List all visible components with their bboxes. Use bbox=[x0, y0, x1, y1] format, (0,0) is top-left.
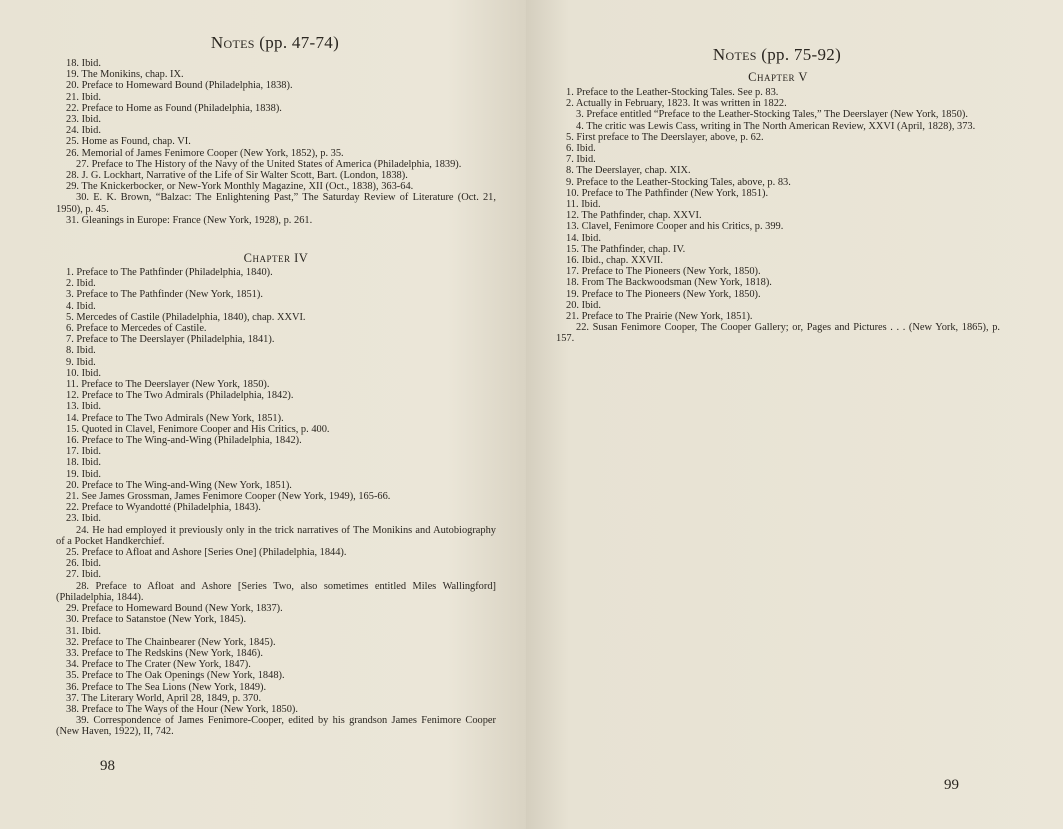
note-text: Preface to The Pathfinder (Philadelphia, 1840). bbox=[76, 267, 273, 278]
note-item bbox=[556, 154, 1000, 165]
note-text: Preface to The Ways of the Hour (New York, 1850). bbox=[81, 703, 298, 715]
note-number: 24. bbox=[66, 125, 79, 137]
note-item bbox=[56, 159, 496, 170]
note-text: Ibid. bbox=[81, 457, 101, 469]
note-number: 6. bbox=[566, 143, 574, 155]
note-item bbox=[556, 300, 1000, 311]
note-item bbox=[56, 469, 496, 480]
note-number: 10. bbox=[566, 187, 579, 199]
note-item bbox=[56, 513, 496, 524]
note-item bbox=[556, 188, 1000, 199]
note-item bbox=[556, 244, 1000, 255]
note-text: Preface to Afloat and Ashore [Series Two, also sometimes entitled Miles Wallingford] (Philadelphia, 1844). bbox=[56, 580, 496, 603]
note-item bbox=[56, 547, 496, 558]
note-text: Preface to The Redskins (New York, 1846). bbox=[81, 647, 263, 659]
left-page bbox=[0, 0, 526, 829]
note-number: 18. bbox=[66, 457, 79, 469]
note-number: 33. bbox=[66, 647, 79, 659]
chapter-heading: Chapter IV bbox=[243, 251, 309, 265]
note-text: Preface to Homeward Bound (Philadelphia, 1838). bbox=[81, 80, 293, 92]
note-text: Home as Found, chap. VI. bbox=[81, 136, 191, 148]
right-page bbox=[526, 0, 1063, 829]
note-item bbox=[56, 103, 496, 114]
note-text: Actually in February, 1823. It was written in 1822. bbox=[575, 98, 787, 110]
note-text: Preface to the Leather-Stocking Tales, above, p. 83. bbox=[576, 176, 791, 188]
note-text: Ibid. bbox=[81, 58, 101, 69]
note-item bbox=[556, 255, 1000, 266]
note-number: 11. bbox=[566, 199, 579, 211]
note-number: 2. bbox=[566, 98, 574, 110]
note-item bbox=[56, 301, 496, 312]
note-number: 9. bbox=[66, 356, 74, 368]
note-item bbox=[56, 480, 496, 491]
note-number: 27. bbox=[66, 569, 79, 581]
note-text: Preface to The Pioneers (New York, 1850). bbox=[581, 266, 761, 278]
note-item bbox=[556, 87, 1000, 98]
note-text: Preface to Home as Found (Philadelphia, 1838). bbox=[81, 102, 282, 114]
note-item bbox=[56, 125, 496, 136]
note-text: Preface to Mercedes of Castile. bbox=[76, 323, 207, 335]
note-item bbox=[56, 69, 496, 80]
note-number: 9. bbox=[566, 176, 574, 188]
note-number: 5. bbox=[66, 311, 74, 323]
note-item bbox=[56, 92, 496, 103]
note-text: Correspondence of James Fenimore-Cooper, edited by his grandson James Fenimore Cooper (New Haven, 1922), II, 742. bbox=[56, 715, 496, 738]
note-item bbox=[556, 221, 1000, 232]
page-title: Notes (pp. 47-74) bbox=[210, 33, 340, 52]
note-number: 7. bbox=[66, 334, 74, 346]
note-item bbox=[556, 289, 1000, 300]
note-item bbox=[556, 143, 1000, 154]
note-number: 17. bbox=[566, 266, 579, 278]
note-text: Ibid. bbox=[576, 154, 596, 166]
note-number: 19. bbox=[566, 288, 579, 300]
note-item bbox=[56, 357, 496, 368]
note-item bbox=[56, 289, 496, 300]
note-item bbox=[56, 581, 496, 603]
note-item bbox=[56, 136, 496, 147]
note-number: 32. bbox=[66, 636, 79, 648]
note-number: 3. bbox=[66, 289, 74, 301]
note-text: Preface to Homeward Bound (New York, 1837). bbox=[81, 603, 283, 615]
notes-list bbox=[56, 267, 496, 738]
note-text: Preface to Afloat and Ashore [Series One] (Philadelphia, 1844). bbox=[81, 547, 347, 559]
note-item bbox=[56, 614, 496, 625]
note-text: Ibid. bbox=[81, 468, 101, 480]
note-text: Ibid. bbox=[81, 401, 101, 413]
note-text: Ibid. bbox=[81, 558, 101, 570]
note-item bbox=[56, 424, 496, 435]
note-number: 31. bbox=[66, 214, 79, 226]
note-number: 38. bbox=[66, 703, 79, 715]
note-text: Ibid. bbox=[76, 278, 96, 290]
note-text: E. K. Brown, “Balzac: The Enlightening Past,” The Saturday Review of Literature (Oct. 21, 1950), p. 45. bbox=[56, 192, 496, 215]
note-item bbox=[56, 148, 496, 159]
note-text: Preface to The Crater (New York, 1847). bbox=[81, 659, 251, 671]
note-text: Preface entitled “Preface to the Leather-Stocking Tales,” The Deerslayer (New York, 1850). bbox=[586, 109, 968, 121]
note-text: Gleanings in Europe: France (New York, 1928), p. 261. bbox=[81, 214, 313, 226]
note-number: 16. bbox=[66, 435, 79, 447]
note-item bbox=[56, 192, 496, 214]
note-text: J. G. Lockhart, Narrative of the Life of Sir Walter Scott, Bart. (London, 1838). bbox=[81, 170, 408, 182]
note-text: The critic was Lewis Cass, writing in The North American Review, XXVI (April, 1828), 373. bbox=[586, 120, 976, 132]
page-number: 98 bbox=[100, 758, 115, 774]
note-text: Ibid. bbox=[81, 114, 101, 126]
note-text: First preface to The Deerslayer, above, p. 62. bbox=[576, 131, 764, 143]
note-item bbox=[56, 181, 496, 192]
note-number: 14. bbox=[66, 412, 79, 424]
chapter-heading: Chapter V bbox=[748, 70, 808, 84]
note-item bbox=[556, 322, 1000, 344]
note-number: 27. bbox=[76, 158, 89, 170]
note-text: Preface to The Pathfinder (New York, 1851). bbox=[76, 289, 263, 301]
note-number: 28. bbox=[66, 170, 79, 182]
note-number: 30. bbox=[66, 614, 79, 626]
note-item bbox=[556, 132, 1000, 143]
note-number: 18. bbox=[566, 277, 579, 289]
note-item bbox=[56, 525, 496, 547]
note-number: 20. bbox=[566, 299, 579, 311]
note-text: Preface to The Two Admirals (New York, 1851). bbox=[81, 412, 284, 424]
note-item bbox=[56, 413, 496, 424]
note-item bbox=[556, 266, 1000, 277]
note-number: 21. bbox=[66, 91, 79, 103]
note-item bbox=[56, 278, 496, 289]
note-item bbox=[56, 446, 496, 457]
note-number: 37. bbox=[66, 692, 79, 704]
note-item bbox=[56, 659, 496, 670]
note-number: 17. bbox=[66, 446, 79, 458]
note-text: Susan Fenimore Cooper, The Cooper Gallery; or, Pages and Pictures . . . (New York, 1865), p. 157. bbox=[556, 322, 1000, 345]
note-text: Preface to The Deerslayer (New York, 1850). bbox=[81, 379, 270, 391]
note-number: 39. bbox=[76, 715, 89, 727]
note-text: The Knickerbocker, or New-York Monthly Magazine, XII (Oct., 1838), 363-64. bbox=[81, 181, 414, 193]
note-item bbox=[56, 715, 496, 737]
note-item bbox=[56, 491, 496, 502]
note-text: Ibid. bbox=[81, 367, 101, 379]
note-item bbox=[56, 368, 496, 379]
note-number: 25. bbox=[66, 136, 79, 148]
note-text: Preface to the Leather-Stocking Tales. See p. 83. bbox=[576, 87, 779, 98]
note-text: Preface to The Deerslayer (Philadelphia, 1841). bbox=[76, 334, 275, 346]
note-number: 31. bbox=[66, 625, 79, 637]
notes-list bbox=[556, 87, 1000, 345]
note-text: Ibid. bbox=[81, 569, 101, 581]
note-number: 23. bbox=[66, 114, 79, 126]
note-text: Preface to Satanstoe (New York, 1845). bbox=[81, 614, 247, 626]
note-item bbox=[56, 390, 496, 401]
note-number: 1. bbox=[66, 267, 74, 278]
note-item bbox=[56, 379, 496, 390]
note-number: 21. bbox=[66, 491, 79, 503]
note-item bbox=[56, 435, 496, 446]
note-item bbox=[56, 693, 496, 704]
note-number: 15. bbox=[66, 423, 79, 435]
note-item bbox=[56, 603, 496, 614]
note-text: Ibid. bbox=[581, 232, 601, 244]
note-item bbox=[56, 80, 496, 91]
note-number: 21. bbox=[566, 311, 579, 323]
note-item bbox=[56, 312, 496, 323]
note-number: 15. bbox=[566, 243, 579, 255]
note-number: 28. bbox=[76, 580, 89, 592]
note-item bbox=[56, 401, 496, 412]
note-item bbox=[56, 114, 496, 125]
note-text: The Monikins, chap. IX. bbox=[81, 69, 184, 81]
note-item bbox=[56, 58, 496, 69]
note-item bbox=[56, 170, 496, 181]
note-number: 29. bbox=[66, 181, 79, 193]
note-text: Preface to The History of the Navy of the United States of America (Philadelphia, 1839). bbox=[91, 158, 462, 170]
note-text: From The Backwoodsman (New York, 1818). bbox=[581, 277, 772, 289]
note-text: Ibid. bbox=[81, 513, 101, 525]
note-number: 1. bbox=[566, 87, 574, 98]
note-number: 25. bbox=[66, 547, 79, 559]
note-item bbox=[556, 277, 1000, 288]
note-text: Ibid. bbox=[81, 91, 101, 103]
notes-list bbox=[56, 58, 496, 226]
note-number: 7. bbox=[566, 154, 574, 166]
note-text: Preface to The Chainbearer (New York, 1845). bbox=[81, 636, 276, 648]
note-number: 12. bbox=[66, 390, 79, 402]
note-number: 4. bbox=[66, 300, 74, 312]
note-text: Preface to The Oak Openings (New York, 1848). bbox=[81, 670, 285, 682]
note-number: 30. bbox=[76, 192, 89, 204]
note-text: Ibid. bbox=[581, 199, 601, 211]
note-number: 14. bbox=[566, 232, 579, 244]
note-text: Preface to The Prairie (New York, 1851). bbox=[581, 311, 753, 323]
note-item bbox=[56, 334, 496, 345]
note-item bbox=[56, 558, 496, 569]
note-number: 22. bbox=[66, 102, 79, 114]
note-item bbox=[56, 682, 496, 693]
page-title: Notes (pp. 75-92) bbox=[712, 45, 842, 64]
note-number: 3. bbox=[576, 109, 584, 121]
note-number: 11. bbox=[66, 379, 79, 391]
note-number: 22. bbox=[576, 322, 589, 334]
note-item bbox=[56, 626, 496, 637]
note-item bbox=[56, 670, 496, 681]
note-text: The Pathfinder, chap. IV. bbox=[581, 243, 686, 255]
note-number: 34. bbox=[66, 659, 79, 671]
note-item bbox=[556, 177, 1000, 188]
note-number: 22. bbox=[66, 502, 79, 514]
note-item bbox=[56, 648, 496, 659]
note-text: Preface to Wyandotté (Philadelphia, 1843). bbox=[81, 502, 261, 514]
note-number: 16. bbox=[566, 255, 579, 267]
note-text: Clavel, Fenimore Cooper and his Critics, p. 399. bbox=[581, 221, 784, 233]
note-item bbox=[56, 345, 496, 356]
page-number: 99 bbox=[944, 777, 959, 793]
note-number: 19. bbox=[66, 468, 79, 480]
note-text: Ibid. bbox=[81, 125, 101, 137]
note-number: 13. bbox=[566, 221, 579, 233]
note-number: 36. bbox=[66, 681, 79, 693]
note-item bbox=[556, 199, 1000, 210]
note-text: Memorial of James Fenimore Cooper (New York, 1852), p. 35. bbox=[81, 147, 344, 159]
note-text: Preface to The Wing-and-Wing (New York, 1851). bbox=[81, 479, 292, 491]
note-number: 2. bbox=[66, 278, 74, 290]
note-number: 29. bbox=[66, 603, 79, 615]
note-text: Ibid., chap. XXVII. bbox=[581, 255, 663, 267]
note-number: 13. bbox=[66, 401, 79, 413]
note-item bbox=[556, 165, 1000, 176]
note-text: Mercedes of Castile (Philadelphia, 1840), chap. XXVI. bbox=[76, 311, 306, 323]
note-item bbox=[556, 98, 1000, 109]
note-item bbox=[56, 637, 496, 648]
note-item bbox=[56, 569, 496, 580]
note-item bbox=[56, 215, 496, 226]
note-number: 26. bbox=[66, 147, 79, 159]
note-item bbox=[556, 210, 1000, 221]
note-item bbox=[56, 502, 496, 513]
note-item bbox=[556, 121, 1000, 132]
note-text: Ibid. bbox=[76, 356, 96, 368]
note-text: Ibid. bbox=[81, 446, 101, 458]
note-number: 18. bbox=[66, 58, 79, 69]
note-text: Ibid. bbox=[81, 625, 101, 637]
note-text: Preface to The Pathfinder (New York, 1851). bbox=[581, 187, 769, 199]
note-text: Ibid. bbox=[576, 143, 596, 155]
note-text: The Literary World, April 28, 1849, p. 370. bbox=[81, 692, 262, 704]
note-item bbox=[56, 457, 496, 468]
note-text: He had employed it previously only in the trick narratives of The Monikins and Autobiography of a Pocket Handkerchief. bbox=[56, 524, 496, 547]
note-number: 8. bbox=[566, 165, 574, 177]
note-number: 12. bbox=[566, 210, 579, 222]
note-text: Ibid. bbox=[76, 345, 96, 357]
note-number: 8. bbox=[66, 345, 74, 357]
note-text: Preface to The Wing-and-Wing (Philadelphia, 1842). bbox=[81, 435, 302, 447]
note-item bbox=[56, 267, 496, 278]
note-item bbox=[556, 311, 1000, 322]
note-text: See James Grossman, James Fenimore Cooper (New York, 1949), 165-66. bbox=[81, 491, 391, 503]
note-text: Ibid. bbox=[76, 300, 96, 312]
note-item bbox=[56, 323, 496, 334]
note-text: Preface to The Sea Lions (New York, 1849). bbox=[81, 681, 267, 693]
note-number: 24. bbox=[76, 524, 89, 536]
note-number: 19. bbox=[66, 69, 79, 81]
note-text: Quoted in Clavel, Fenimore Cooper and His Critics, p. 400. bbox=[81, 423, 330, 435]
note-number: 26. bbox=[66, 558, 79, 570]
note-number: 20. bbox=[66, 80, 79, 92]
note-number: 10. bbox=[66, 367, 79, 379]
note-text: Ibid. bbox=[581, 299, 601, 311]
note-item bbox=[556, 233, 1000, 244]
note-text: Preface to The Two Admirals (Philadelphia, 1842). bbox=[81, 390, 294, 402]
note-text: The Deerslayer, chap. XIX. bbox=[576, 165, 691, 177]
note-number: 20. bbox=[66, 479, 79, 491]
note-text: The Pathfinder, chap. XXVI. bbox=[581, 210, 702, 222]
note-number: 23. bbox=[66, 513, 79, 525]
note-number: 4. bbox=[576, 120, 584, 132]
note-number: 6. bbox=[66, 323, 74, 335]
note-item bbox=[56, 704, 496, 715]
note-item bbox=[556, 109, 1000, 120]
note-number: 35. bbox=[66, 670, 79, 682]
note-text: Preface to The Pioneers (New York, 1850). bbox=[581, 288, 761, 300]
note-number: 5. bbox=[566, 131, 574, 143]
